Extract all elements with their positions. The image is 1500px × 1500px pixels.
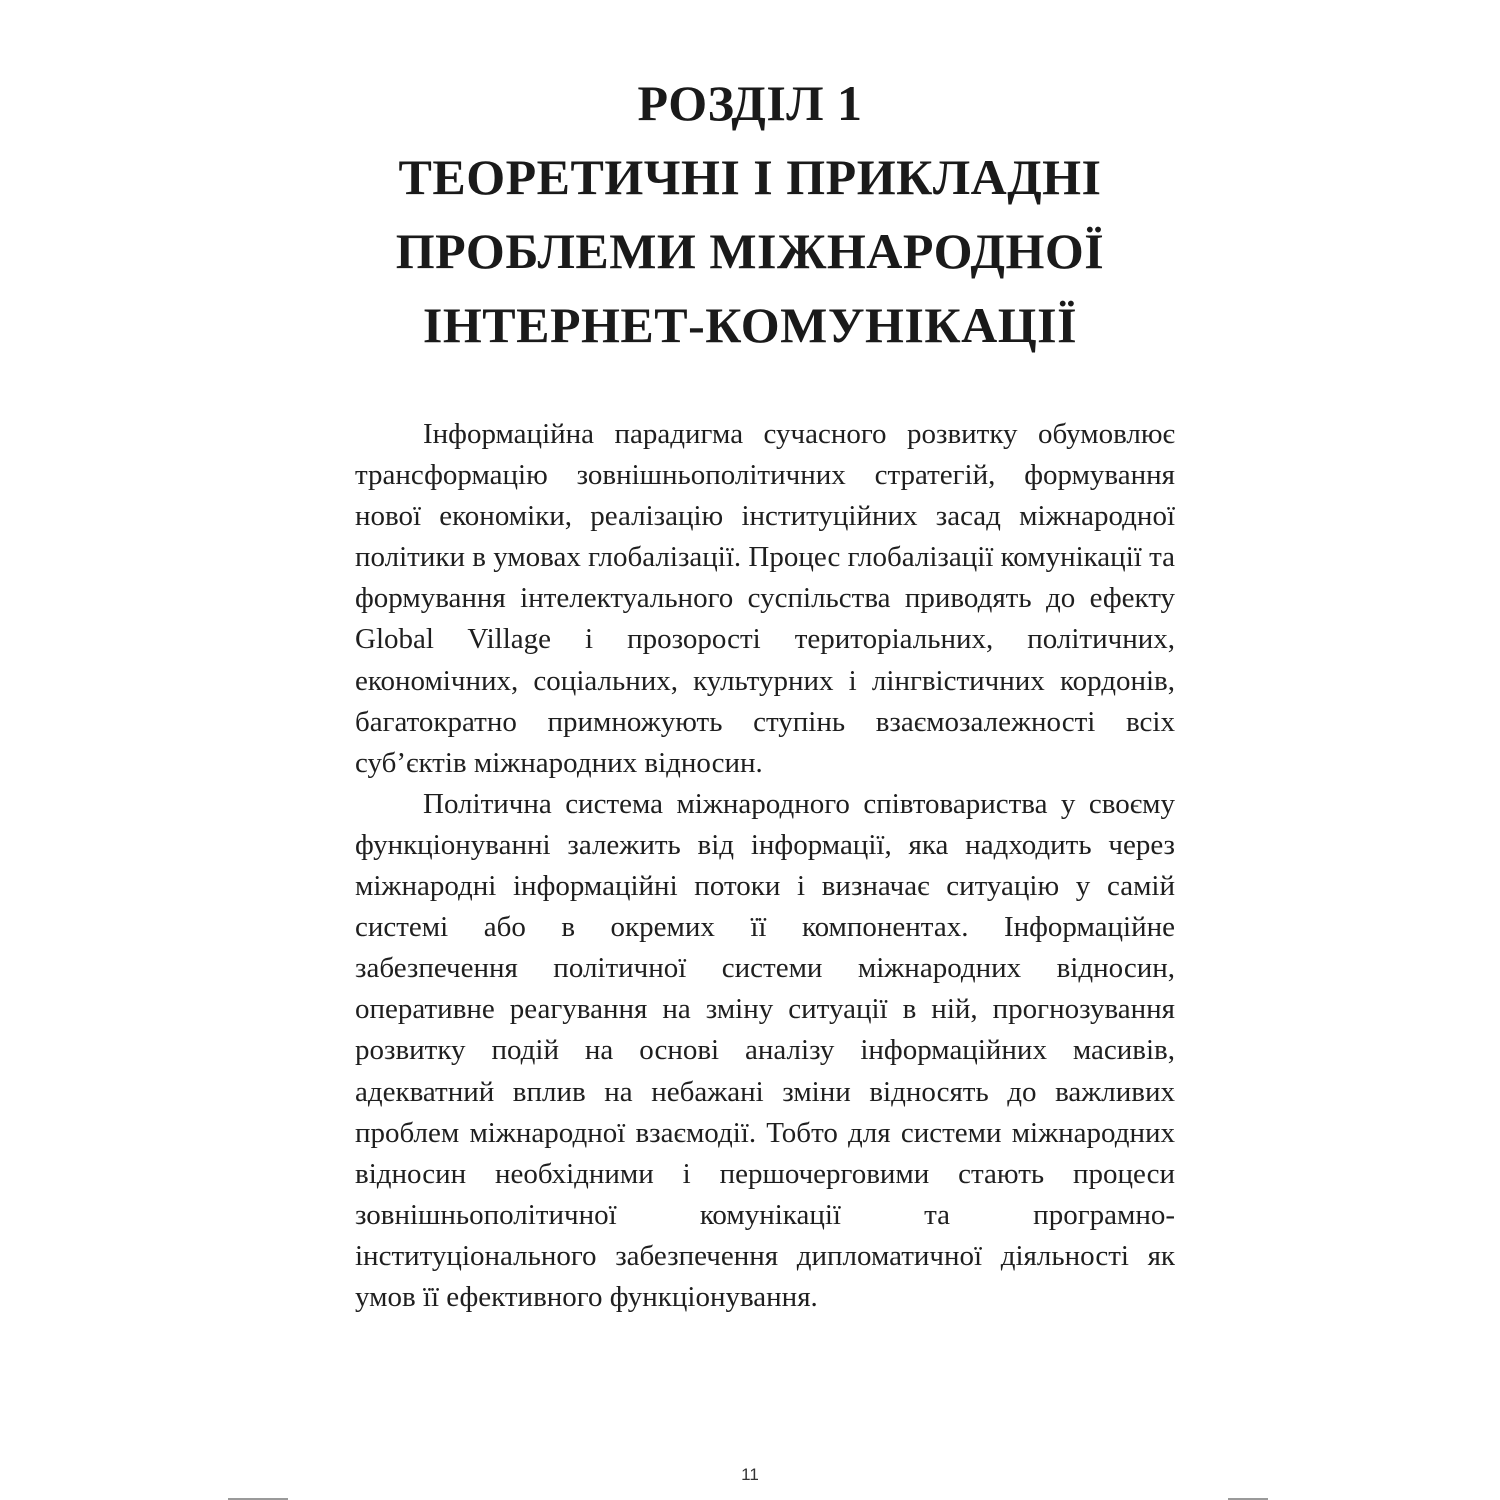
- paragraph-2: Політична система міжнародного співтовариства у своєму функціонуванні залежить від інформації, яка надходить через міжнародні інформаційні потоки і визначає ситуацію у самій системі або в окремих її компонентах. Інформаційне забезпечення політичної системи міжнародних відносин, оперативне реагування на зміну ситуації в ній, прогнозування розвитку подій на основі аналізу інформаційних масивів, адекватний вплив на небажані зміни відносять до важливих проблем міжнародної взаємодії. Тобто для системи міжнародних відносин необхідними і першочерговими стають процеси зовнішньополітичної комунікації та програмно-інституціонального забезпечення дипломатичної діяльності як умов її ефективного функціонування.: [355, 787, 1175, 1313]
- chapter-title-line-3: ІНТЕРНЕТ-КОМУНІКАЦІЇ: [422, 297, 1078, 353]
- body-text: [355, 414, 1175, 1318]
- page-number: 11: [741, 1465, 759, 1484]
- paragraph-1: Інформаційна парадигма сучасного розвитку обумовлює трансформацію зовнішньополітичних стратегій, формування нової економіки, реалізацію інституційних засад міжнародної політики в умовах глобалізації. Процес глобалізації комунікації та формування інтелектуального суспільства приводять до ефекту Global Village і прозорості територіальних, політичних, економічних, соціальних, культурних і лінгвістичних кордонів, багатократно примножують ступінь взаємозалежності всіх суб’єктів міжнародних відносин.: [355, 418, 1175, 779]
- chapter-title-line-2: ПРОБЛЕМИ МІЖНАРОДНОЇ: [395, 223, 1105, 279]
- chapter-title-line-1: ТЕОРЕТИЧНІ І ПРИКЛАДНІ: [398, 149, 1102, 205]
- chapter-heading: [200, 66, 1300, 362]
- chapter-number: РОЗДІЛ 1: [637, 75, 863, 131]
